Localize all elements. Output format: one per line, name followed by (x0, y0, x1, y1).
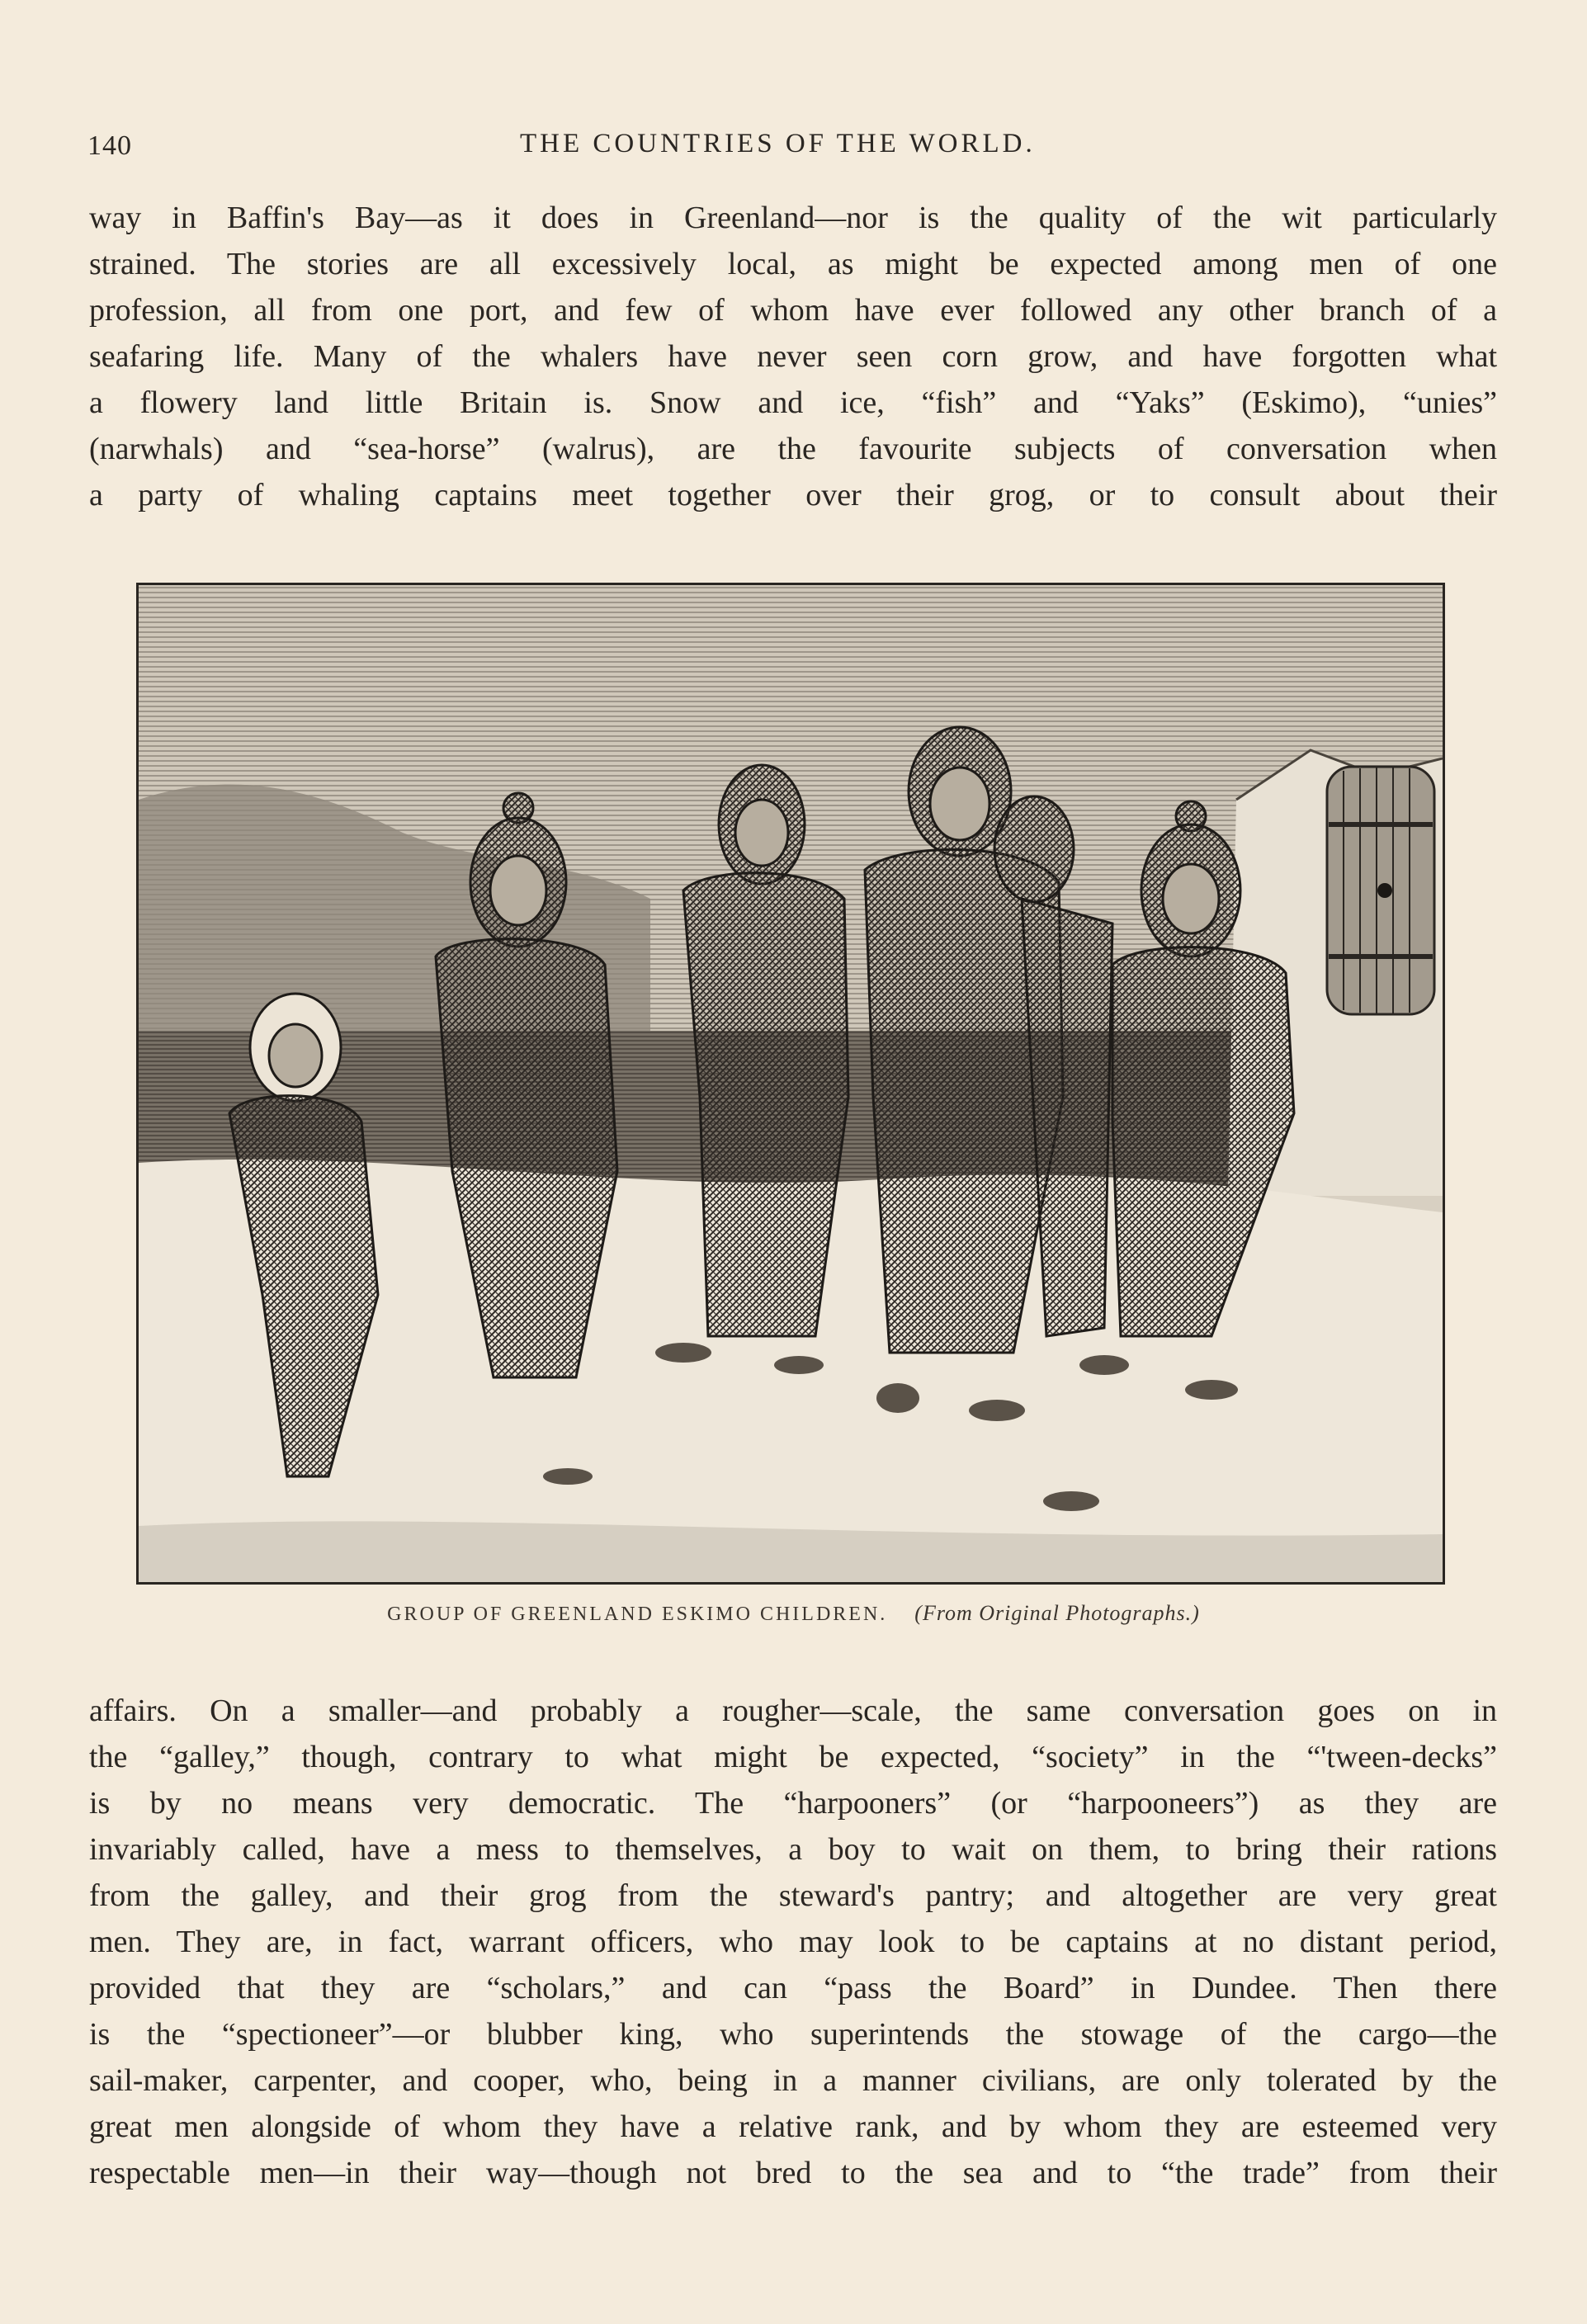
text-line: invariably called, have a mess to themselves, a boy to wait on them, to bring their rations (89, 1832, 1497, 1867)
running-title: THE COUNTRIES OF THE WORLD. (520, 129, 1036, 158)
caption-credit: (From Original Photographs.) (914, 1601, 1200, 1625)
text-line: seafaring life. Many of the whalers have never seen corn grow, and have forgotten what (89, 339, 1497, 374)
bottom-paragraph (89, 1688, 1497, 2196)
text-line: respectable men—in their way—though not bred to the sea and to “the trade” from their (89, 2156, 1497, 2190)
text-line: a flowery land little Britain is. Snow and ice, “fish” and “Yaks” (Eskimo), “unies” (89, 385, 1497, 420)
text-line: is the “spectioneer”—or blubber king, who superintends the stowage of the cargo—the (89, 2017, 1497, 2052)
text-line: strained. The stories are all excessively local, as might be expected among men of one (89, 247, 1497, 281)
text-line: sail-maker, carpenter, and cooper, who, being in a manner civilians, are only tolerated by the (89, 2063, 1497, 2098)
caption-title: GROUP OF GREENLAND ESKIMO CHILDREN. (387, 1604, 888, 1625)
text-line: from the galley, and their grog from the steward's pantry; and altogether are very great (89, 1878, 1497, 1913)
top-paragraph (89, 195, 1497, 518)
running-head (0, 124, 1587, 173)
text-line: men. They are, in fact, warrant officers, who may look to be captains at no distant period, (89, 1925, 1497, 1959)
text-line: the “galley,” though, contrary to what might be expected, “society” in the “'tween-decks” (89, 1740, 1497, 1774)
text-line: way in Baffin's Bay—as it does in Greenland—nor is the quality of the wit particularly (89, 201, 1497, 235)
text-line: a party of whaling captains meet together over their grog, or to consult about their (89, 478, 1497, 513)
text-line: is by no means very democratic. The “harpooners” (or “harpooneers”) as they are (89, 1786, 1497, 1821)
text-line: affairs. On a smaller—and probably a rougher—scale, the same conversation goes on in (89, 1693, 1497, 1728)
text-line: provided that they are “scholars,” and can “pass the Board” in Dundee. Then there (89, 1971, 1497, 2005)
illustration-caption (0, 1601, 1587, 1626)
page-number: 140 (87, 130, 132, 161)
text-line: (narwhals) and “sea-horse” (walrus), are the favourite subjects of conversation when (89, 432, 1497, 466)
text-line: great men alongside of whom they have a relative rank, and by whom they are esteemed very (89, 2109, 1497, 2144)
engraving-illustration (136, 583, 1445, 1585)
text-line: profession, all from one port, and few of whom have ever followed any other branch of a (89, 293, 1497, 328)
